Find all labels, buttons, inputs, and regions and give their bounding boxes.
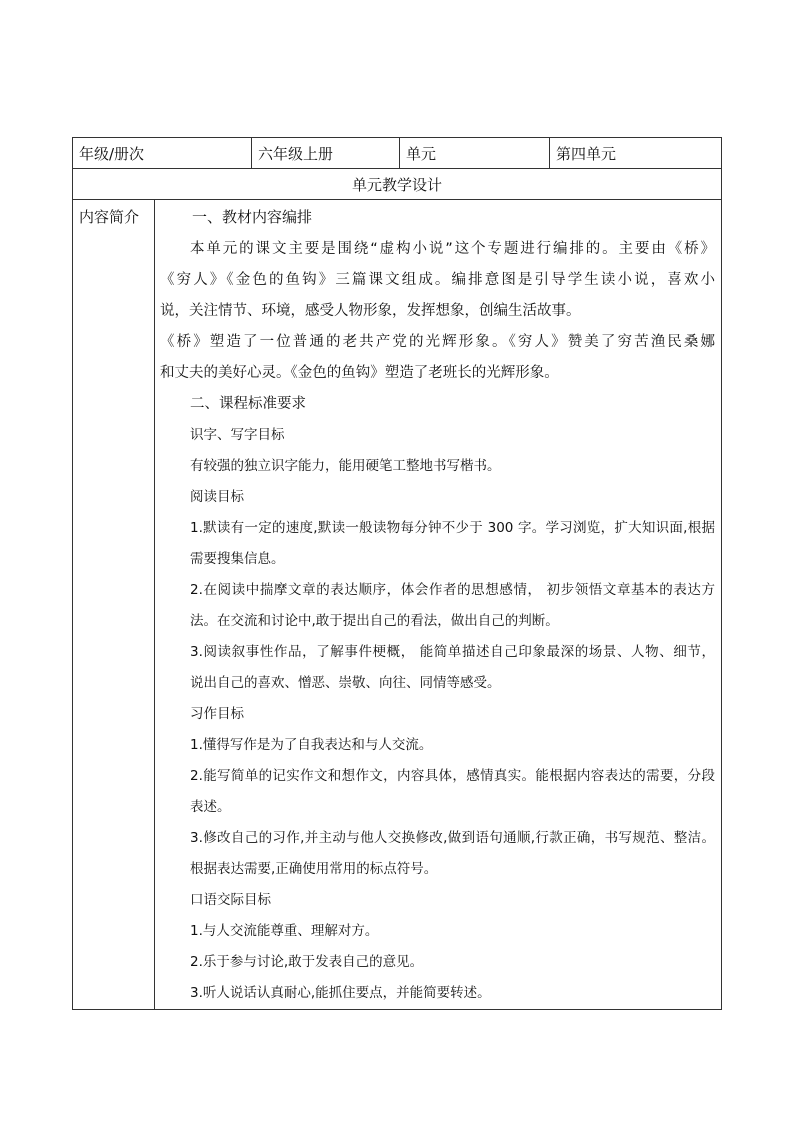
grade-label: 年级/册次 [79, 144, 145, 163]
header-row [73, 138, 722, 169]
oral-3: 3.听人说话认真耐心,能抓住要点，并能简要转述。 [190, 985, 491, 1001]
content-row [73, 200, 722, 1010]
content-cell [155, 200, 722, 1010]
writing-3-line2: 根据表达需要,正确使用常用的标点符号。 [190, 861, 438, 877]
para2-line2: 和丈夫的美好心灵。《金色的鱼钩》塑造了老班长的光辉形象。 [160, 365, 559, 381]
oral-1: 1.与人交流能尊重、理解对方。 [190, 923, 379, 939]
title-row [73, 169, 722, 200]
oral-2: 2.乐于参与讨论,敢于发表自己的意见。 [190, 954, 424, 970]
subheading-writing: 习作目标 [190, 706, 244, 722]
writing-2-line2: 表述。 [190, 799, 231, 815]
literacy-text: 有较强的独立识字能力，能用硬笔工整地书写楷书。 [190, 458, 501, 474]
para1-line2: 《穷人》《金色的鱼钩》三篇课文组成。编排意图是引导学生读小说，喜欢小 [160, 272, 715, 288]
reading-1-line2: 需要搜集信息。 [190, 551, 285, 567]
reading-1-line1: 1.默读有一定的速度,默读一般读物每分钟不少于 300 字。学习浏览，扩大知识面,根据 [190, 520, 715, 536]
grade-value-cell [252, 138, 400, 169]
writing-1: 1.懂得写作是为了自我表达和与人交流。 [190, 737, 433, 753]
heading-2: 二、课程标准要求 [190, 396, 306, 412]
heading-1: 一、教材内容编排 [192, 208, 313, 226]
title-cell [73, 169, 722, 200]
reading-3-line1: 3.阅读叙事性作品，了解事件梗概， 能简单描述自己印象最深的场景、人物、细节， [190, 644, 715, 660]
section-label: 内容简介 [79, 208, 140, 226]
writing-2-line1: 2.能写简单的记实作文和想作文，内容具体，感情真实。能根据内容表达的需要，分段 [190, 768, 715, 784]
para2-line1: 《桥》塑造了一位普通的老共产党的光辉形象。《穷人》赞美了穷苦渔民桑娜 [160, 334, 715, 350]
grade-label-cell [73, 138, 252, 169]
para1-line1: 本单元的课文主要是围绕“虚构小说”这个专题进行编排的。主要由《桥》 [190, 241, 715, 257]
subheading-literacy: 识字、写字目标 [190, 427, 285, 443]
lesson-plan-table [72, 137, 722, 1010]
unit-value-cell [550, 138, 722, 169]
reading-3-line2: 说出自己的喜欢、憎恶、崇敬、向往、同情等感受。 [190, 675, 501, 691]
unit-label: 单元 [406, 144, 437, 163]
reading-2-line2: 法。在交流和讨论中,敢于提出自己的看法，做出自己的判断。 [190, 613, 559, 629]
writing-3-line1: 3.修改自己的习作,并主动与他人交换修改,做到语句通顺,行款正确，书写规范、整洁。 [190, 830, 715, 846]
unit-label-cell [400, 138, 550, 169]
section-label-cell [73, 200, 155, 1010]
para1-line3: 说，关注情节、环境，感受人物形象，发挥想象，创编生活故事。 [160, 303, 581, 319]
subheading-oral: 口语交际目标 [190, 892, 271, 908]
reading-2-line1: 2.在阅读中揣摩文章的表达顺序，体会作者的思想感情， 初步领悟文章基本的表达方 [190, 582, 715, 598]
grade-value: 六年级上册 [258, 144, 334, 163]
table-title: 单元教学设计 [351, 175, 442, 194]
subheading-reading: 阅读目标 [190, 489, 244, 505]
unit-value: 第四单元 [556, 144, 617, 163]
